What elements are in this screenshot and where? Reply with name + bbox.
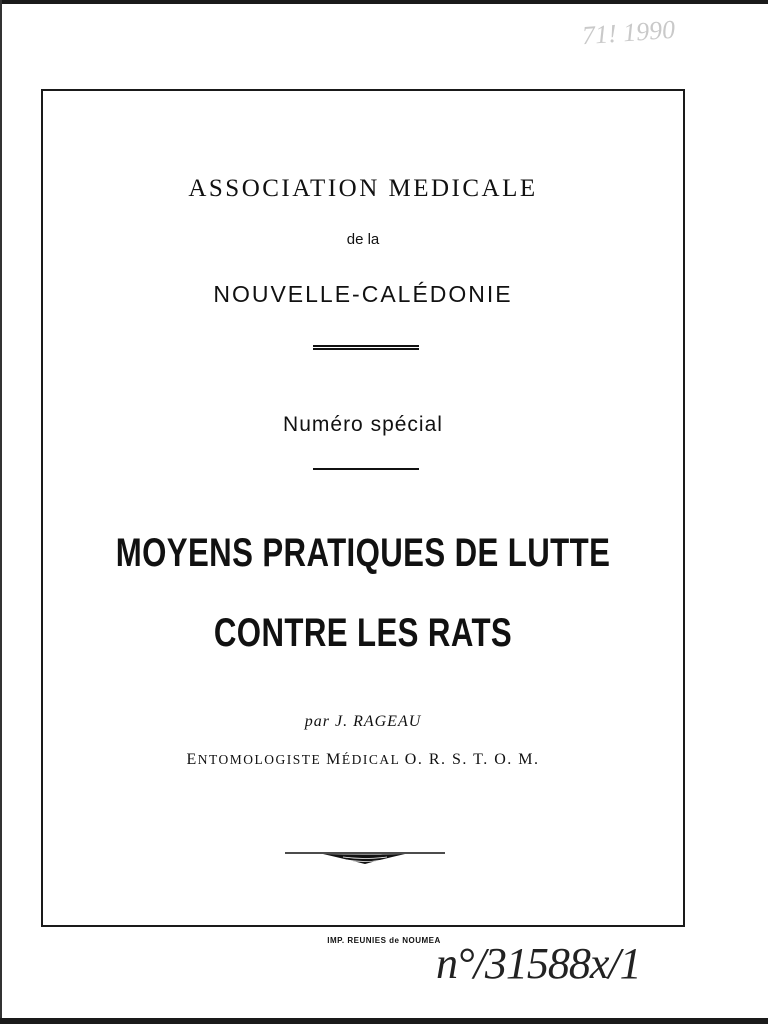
rule-divider [313,468,419,470]
ornament-flourish-icon [283,849,447,873]
scan-left-edge [0,0,2,1024]
double-rule-divider [313,345,419,350]
title-line-2: CONTRE LES RATS [213,611,513,655]
handwritten-inventory-number: n°/31588x/1 [436,939,641,988]
issue-label: Numéro spécial [283,413,443,436]
printer-imprint: IMP. REUNIES de NOUMEA [327,936,441,945]
association-name: ASSOCIATION MEDICALE [188,175,538,202]
region-name: NOUVELLE-CALÉDONIE [213,281,513,307]
cover-frame [41,89,685,927]
author-role: ENTOMOLOGISTE MÉDICAL O. R. S. T. O. M. [186,751,540,768]
connector-text: de la [346,231,380,248]
title-line-1: MOYENS PRATIQUES DE LUTTE [115,531,611,575]
scan-bottom-edge [0,1018,768,1024]
author-organization: O. R. S. T. O. M. [404,751,540,768]
handwritten-note-top: 71! 1990 [581,14,677,51]
author-byline: par J. RAGEAU [304,713,422,730]
scan-top-edge [0,0,768,4]
